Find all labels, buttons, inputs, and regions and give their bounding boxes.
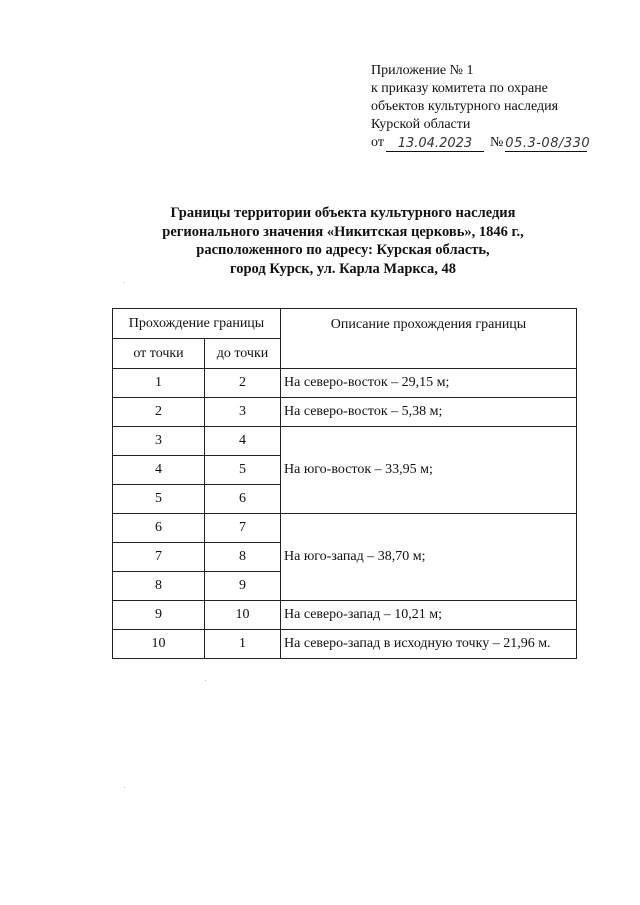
cell-to: 7 — [205, 514, 281, 543]
cell-to: 4 — [205, 427, 281, 456]
appendix-title: Приложение № 1 — [371, 63, 474, 78]
cell-from: 6 — [113, 514, 205, 543]
scan-speck — [124, 787, 125, 788]
cell-to: 10 — [205, 601, 281, 630]
header-from-point: от точки — [113, 339, 205, 369]
order-date-number-line — [371, 134, 591, 152]
cell-description: На юго-запад – 38,70 м; — [281, 514, 577, 601]
boundary-table — [112, 308, 577, 659]
scan-speck — [124, 282, 125, 283]
appendix-header — [371, 62, 591, 152]
cell-to: 3 — [205, 398, 281, 427]
cell-to: 9 — [205, 572, 281, 601]
cell-to: 5 — [205, 456, 281, 485]
title-line-3: расположенного по адресу: Курская область, — [196, 242, 490, 258]
appendix-region-line: Курской области — [371, 117, 471, 132]
table-row — [113, 427, 577, 456]
table-row — [113, 630, 577, 659]
cell-description: На северо-восток – 29,15 м; — [281, 369, 577, 398]
appendix-committee-line: объектов культурного наследия — [371, 99, 559, 114]
title-line-4: город Курск, ул. Карла Маркса, 48 — [229, 260, 456, 277]
cell-to: 6 — [205, 485, 281, 514]
cell-from: 2 — [113, 398, 205, 427]
cell-from: 4 — [113, 456, 205, 485]
table-row — [113, 369, 577, 398]
cell-to: 1 — [205, 630, 281, 659]
appendix-order-line: к приказу комитета по охране — [371, 81, 548, 96]
cell-from: 7 — [113, 543, 205, 572]
cell-from: 1 — [113, 369, 205, 398]
cell-to: 8 — [205, 543, 281, 572]
cell-description: На северо-запад в исходную точку – 21,96 м. — [281, 630, 577, 659]
from-prefix: от — [371, 135, 384, 150]
document-title — [110, 204, 576, 278]
cell-to: 2 — [205, 369, 281, 398]
table-row — [113, 514, 577, 543]
scan-speck — [205, 680, 206, 681]
header-description: Описание прохождения границы — [281, 309, 577, 369]
table-row — [113, 398, 577, 427]
cell-description: На северо-восток – 5,38 м; — [281, 398, 577, 427]
handwritten-order-number: 05.3-08/330 — [505, 136, 591, 151]
header-to-point: до точки — [205, 339, 281, 369]
cell-description: На юго-восток – 33,95 м; — [281, 427, 577, 514]
cell-from: 3 — [113, 427, 205, 456]
cell-description: На северо-запад – 10,21 м; — [281, 601, 577, 630]
title-line-1: Границы территории объекта культурного наследия — [170, 205, 516, 221]
handwritten-date: 13.04.2023 — [386, 137, 484, 152]
header-passage: Прохождение границы — [113, 309, 281, 339]
table-row — [113, 601, 577, 630]
cell-from: 8 — [113, 572, 205, 601]
title-line-2: регионального значения «Никитская церковь», 1846 г., — [162, 223, 524, 240]
cell-from: 10 — [113, 630, 205, 659]
cell-from: 5 — [113, 485, 205, 514]
cell-from: 9 — [113, 601, 205, 630]
number-prefix: № — [489, 135, 504, 150]
